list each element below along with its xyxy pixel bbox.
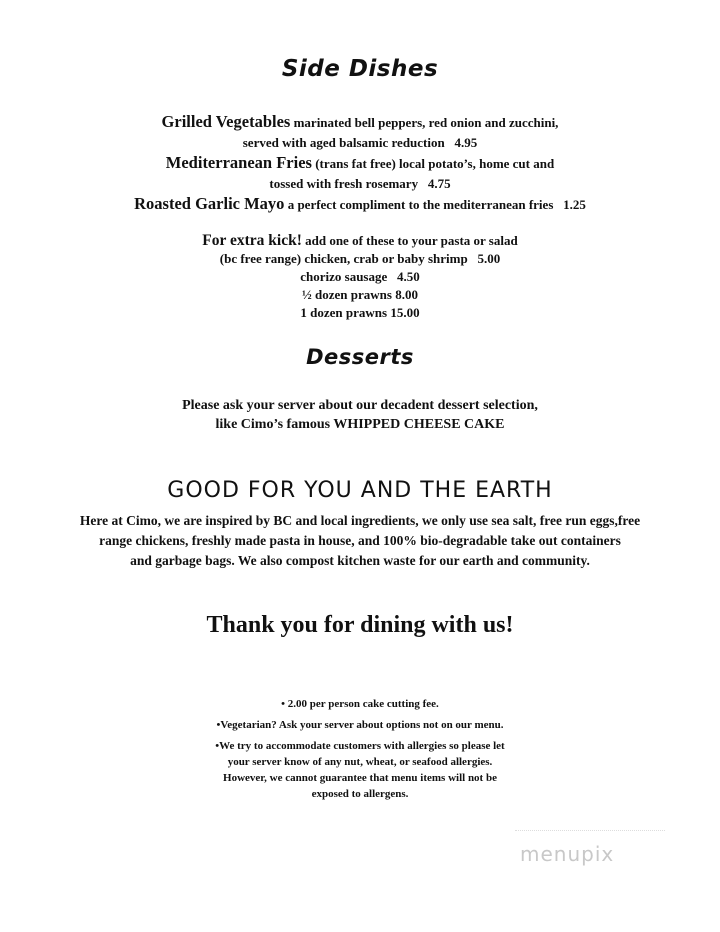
extra-kick-line: 1 dozen prawns 15.00 bbox=[300, 305, 420, 320]
item-price: 5.00 bbox=[477, 251, 501, 266]
mediterranean-fries-item bbox=[80, 153, 640, 174]
item-price: 1.25 bbox=[563, 197, 586, 212]
note-vegetarian: •Vegetarian? Ask your server about options not on our menu. bbox=[216, 719, 504, 731]
extra-kick-option: chorizo sausage bbox=[300, 269, 388, 284]
item-price: 4.50 bbox=[397, 269, 420, 284]
item-description: served with aged balsamic reduction bbox=[242, 135, 445, 150]
extra-kick-line: ½ dozen prawns 8.00 bbox=[302, 287, 418, 302]
extra-kick-option: (bc free range) chicken, crab or baby shrimp bbox=[219, 251, 468, 266]
item-name: Grilled Vegetables bbox=[161, 112, 291, 131]
note-allergies-line: your server know of any nut, wheat, or seafood allergies. bbox=[227, 756, 493, 768]
extra-kick-line bbox=[120, 232, 600, 250]
garlic-mayo-item bbox=[80, 194, 640, 215]
note-allergies bbox=[170, 738, 550, 802]
earth-line: Here at Cimo, we are inspired by BC and local ingredients, we only use sea salt, free run eggs,free bbox=[79, 513, 641, 528]
grilled-vegetables-item bbox=[80, 112, 640, 133]
desserts-text bbox=[80, 396, 640, 434]
extra-kick-line bbox=[120, 250, 600, 268]
item-description: tossed with fresh rosemary bbox=[269, 176, 419, 191]
earth-line: range chickens, freshly made pasta in house, and 100% bio-degradable take out containers bbox=[99, 533, 621, 548]
earth-line: and garbage bags. We also compost kitchen waste for our earth and community. bbox=[130, 553, 590, 568]
desserts-line: Please ask your server about our decadent dessert selection, bbox=[182, 398, 538, 413]
item-description: marinated bell peppers, red onion and zucchini, bbox=[293, 115, 559, 130]
item-description: a perfect compliment to the mediterranean fries bbox=[287, 197, 554, 212]
item-price: 4.75 bbox=[427, 176, 451, 191]
note-allergies-line: •We try to accommodate customers with allergies so please let bbox=[215, 740, 505, 752]
item-price: 4.95 bbox=[454, 135, 478, 150]
note-allergies-line: exposed to allergens. bbox=[311, 788, 409, 800]
earth-paragraph bbox=[40, 511, 680, 571]
extra-kick-description: add one of these to your pasta or salad bbox=[305, 233, 518, 248]
grilled-vegetables-item-cont bbox=[80, 133, 640, 153]
item-name: Mediterranean Fries bbox=[165, 153, 312, 172]
watermark-logo: menupix bbox=[520, 842, 615, 866]
side-dishes-list bbox=[80, 112, 640, 215]
good-for-you-heading: GOOD FOR YOU AND THE EARTH bbox=[167, 478, 553, 503]
desserts-heading: Desserts bbox=[306, 345, 414, 369]
mediterranean-fries-item-cont bbox=[80, 174, 640, 194]
extra-kick-section bbox=[120, 232, 600, 322]
side-dishes-heading: Side Dishes bbox=[281, 56, 439, 82]
thank-you-message: Thank you for dining with us! bbox=[206, 612, 514, 638]
item-name: Roasted Garlic Mayo bbox=[134, 194, 285, 213]
extra-kick-title: For extra kick! bbox=[202, 232, 302, 249]
extra-kick-line bbox=[120, 268, 600, 286]
note-cake-fee: • 2.00 per person cake cutting fee. bbox=[281, 698, 439, 710]
note-allergies-line: However, we cannot guarantee that menu items will not be bbox=[223, 772, 497, 784]
desserts-line: like Cimo’s famous WHIPPED CHEESE CAKE bbox=[215, 417, 505, 432]
notes-section bbox=[170, 696, 550, 802]
item-description: (trans fat free) local potato’s, home cut and bbox=[315, 156, 555, 171]
watermark-divider bbox=[515, 830, 665, 832]
